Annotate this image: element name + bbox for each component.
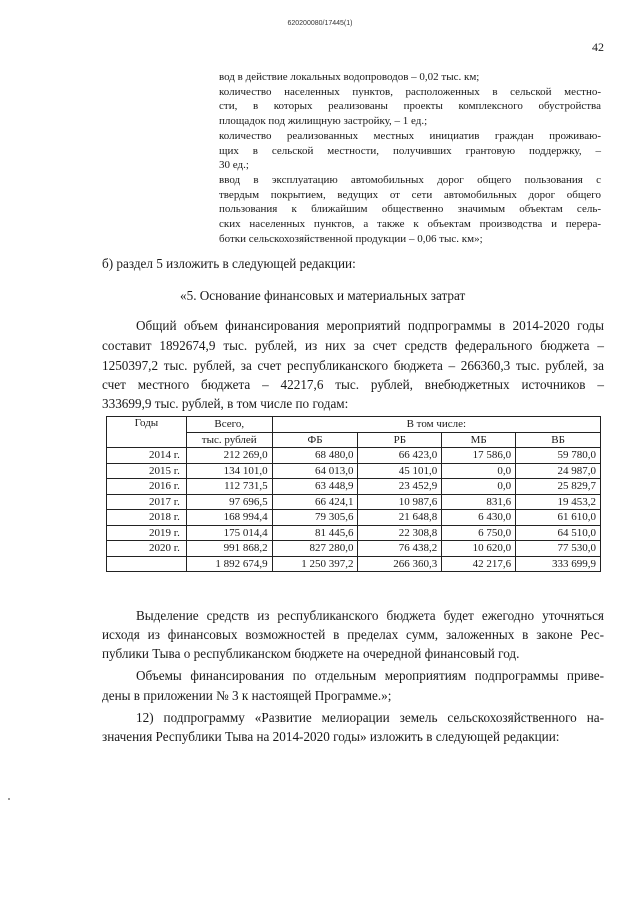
item12-line: 12) подпрограмму «Развитие мелиорации земель сельскохозяйственного на- (136, 710, 604, 725)
row-mb: 831,6 (442, 494, 516, 510)
table-row (107, 510, 601, 526)
row-mb: 10 620,0 (442, 541, 516, 557)
list-line: сти, в которых реализованы проекты комплексного обустройства (219, 100, 601, 113)
row-fb: 63 448,9 (272, 479, 358, 495)
list-line: вод в действие локальных водопроводов – 0,02 тыс. км; (219, 71, 480, 83)
table-row (107, 494, 601, 510)
row-fb: 827 280,0 (272, 541, 358, 557)
row-fb: 64 013,0 (272, 463, 358, 479)
table-row (107, 463, 601, 479)
totals-mb: 42 217,6 (442, 556, 516, 572)
row-rb: 45 101,0 (358, 463, 442, 479)
row-vb: 59 780,0 (516, 448, 601, 464)
budget-line: Выделение средств из республиканского бюджета будет ежегодно уточняться (136, 608, 604, 623)
row-rb: 10 987,6 (358, 494, 442, 510)
list-line: ботки сельскохозяйственной продукции – 0,06 тыс. км»; (219, 232, 483, 245)
financing-line: Общий объем финансирования мероприятий подпрограммы в 2014-2020 годы (136, 318, 604, 333)
totals-vb: 333 699,9 (516, 556, 601, 572)
row-total: 134 101,0 (186, 463, 272, 479)
row-fb: 79 305,6 (272, 510, 358, 526)
row-fb: 68 480,0 (272, 448, 358, 464)
row-total: 112 731,5 (186, 479, 272, 495)
row-vb: 77 530,0 (516, 541, 601, 557)
budget-line: публики Тыва о республиканском бюджете на очередной финансовый год. (102, 646, 520, 661)
row-vb: 64 510,0 (516, 525, 601, 541)
row-year: 2016 г. (107, 479, 187, 495)
row-rb: 21 648,8 (358, 510, 442, 526)
list-line: количество населенных пунктов, расположенных в сельской местно- (219, 85, 601, 98)
row-year: 2017 г. (107, 494, 187, 510)
row-rb: 76 438,2 (358, 541, 442, 557)
row-rb: 23 452,9 (358, 479, 442, 495)
page-number: 42 (592, 40, 604, 54)
totals-rb: 266 360,3 (358, 556, 442, 572)
row-rb: 22 308,8 (358, 525, 442, 541)
financing-line: 1250397,2 тыс. рублей, за счет республиканского бюджета – 266360,3 тыс. рублей, за (102, 358, 604, 373)
totals-total: 1 892 674,9 (186, 556, 272, 572)
row-total: 97 696,5 (186, 494, 272, 510)
list-line: ских населенных пунктов, а также к объектам производства и перера- (219, 218, 601, 231)
row-mb: 6 750,0 (442, 525, 516, 541)
section-b-instruction: б) раздел 5 изложить в следующей редакции: (102, 256, 356, 271)
header-years-spacer (107, 432, 187, 448)
row-vb: 25 829,7 (516, 479, 601, 495)
row-mb: 6 430,0 (442, 510, 516, 526)
financing-line: 333699,9 тыс. рублей, в том числе по годам: (102, 396, 349, 411)
annex-line: дены в приложении № 3 к настоящей Программе.»; (102, 688, 392, 703)
table-row (107, 448, 601, 464)
header-years: Годы (107, 417, 187, 433)
table-row (107, 525, 601, 541)
row-mb: 0,0 (442, 479, 516, 495)
list-line: твердым покрытием, ведущих от сети автомобильных дорог общего (219, 188, 601, 201)
totals-row (107, 556, 601, 572)
financing-line: составит 1892674,9 тыс. рублей, из них за счет средств федерального бюджета – (102, 338, 604, 353)
header-mb: МБ (442, 432, 516, 448)
header-total-line2: тыс. рублей (186, 432, 272, 448)
row-year: 2019 г. (107, 525, 187, 541)
item12-line: значения Республики Тыва на 2014-2020 годы» изложить в следующей редакции: (102, 729, 560, 744)
header-fb: ФБ (272, 432, 358, 448)
scan-mark (8, 798, 10, 800)
list-line: площадок под жилищную застройку, – 1 ед.; (219, 115, 428, 128)
financing-line: счет местного бюджета – 42217,6 тыс. рублей, внебюджетных источников – (102, 377, 604, 392)
section-heading: «5. Основание финансовых и материальных затрат (180, 288, 466, 303)
document-id: 620200080/17445(1) (287, 20, 353, 27)
totals-year (107, 556, 187, 572)
row-year: 2020 г. (107, 541, 187, 557)
budget-line: исходя из финансовых возможностей в пределах сумм, заложенных в законе Рес- (102, 627, 604, 642)
list-line: 30 ед.; (219, 159, 249, 172)
row-total: 212 269,0 (186, 448, 272, 464)
table-row (107, 541, 601, 557)
list-line: пользования к ближайшим общественно значимым объектам сель- (219, 203, 601, 216)
row-total: 175 014,4 (186, 525, 272, 541)
table-row (107, 479, 601, 495)
totals-fb: 1 250 397,2 (272, 556, 358, 572)
row-mb: 0,0 (442, 463, 516, 479)
list-line: количество реализованных местных инициатив граждан проживаю- (219, 129, 601, 142)
row-total: 168 994,4 (186, 510, 272, 526)
list-line: щих в сельской местности, получивших грантовую поддержку, – (219, 144, 601, 157)
annex-line: Объемы финансирования по отдельным мероприятиям подпрограммы приве- (136, 668, 604, 683)
row-fb: 81 445,6 (272, 525, 358, 541)
row-rb: 66 423,0 (358, 448, 442, 464)
header-total-line1: Всего, (186, 417, 272, 433)
header-rb: РБ (358, 432, 442, 448)
header-vb: ВБ (516, 432, 601, 448)
list-line: ввод в эксплуатацию автомобильных дорог общего пользования с (219, 173, 601, 186)
indicator-list (219, 70, 601, 246)
header-including: В том числе: (272, 417, 600, 433)
row-vb: 61 610,0 (516, 510, 601, 526)
row-fb: 66 424,1 (272, 494, 358, 510)
row-mb: 17 586,0 (442, 448, 516, 464)
row-year: 2018 г. (107, 510, 187, 526)
row-year: 2015 г. (107, 463, 187, 479)
financing-table (106, 416, 601, 572)
row-year: 2014 г. (107, 448, 187, 464)
row-total: 991 868,2 (186, 541, 272, 557)
row-vb: 24 987,0 (516, 463, 601, 479)
row-vb: 19 453,2 (516, 494, 601, 510)
